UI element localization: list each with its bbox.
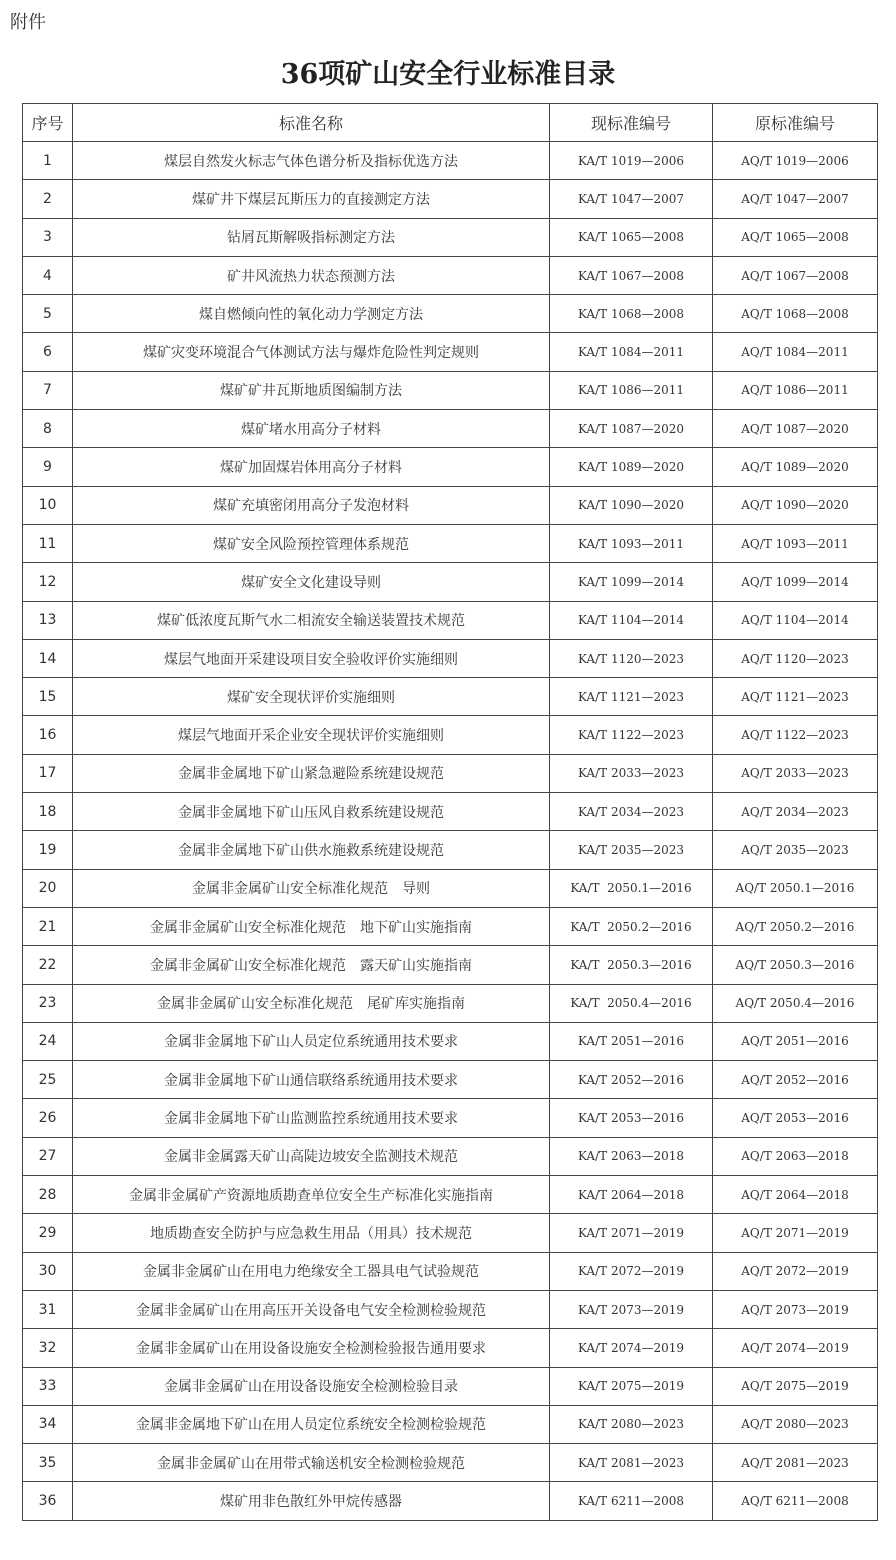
cell-standard-name: 金属非金属矿山在用电力绝缘安全工器具电气试验规范 bbox=[73, 1252, 550, 1290]
cell-original-code: AQ/T 2075—2019 bbox=[713, 1367, 878, 1405]
cell-standard-name: 煤矿堵水用高分子材料 bbox=[73, 410, 550, 448]
cell-original-code: AQ/T 2050.1—2016 bbox=[713, 869, 878, 907]
cell-current-code: KA/T 2074—2019 bbox=[550, 1329, 713, 1367]
cell-original-code: AQ/T 2074—2019 bbox=[713, 1329, 878, 1367]
cell-current-code: KA/T 2035—2023 bbox=[550, 831, 713, 869]
cell-standard-name: 煤层气地面开采企业安全现状评价实施细则 bbox=[73, 716, 550, 754]
cell-current-code: KA/T 1086—2011 bbox=[550, 371, 713, 409]
header-serial: 序号 bbox=[23, 104, 73, 142]
table-row bbox=[23, 1444, 878, 1482]
cell-serial: 3 bbox=[23, 218, 73, 256]
cell-serial: 36 bbox=[23, 1482, 73, 1520]
table-row bbox=[23, 410, 878, 448]
cell-standard-name: 金属非金属地下矿山压风自救系统建设规范 bbox=[73, 793, 550, 831]
table-row bbox=[23, 1367, 878, 1405]
cell-original-code: AQ/T 1120—2023 bbox=[713, 639, 878, 677]
cell-current-code: KA/T 2034—2023 bbox=[550, 793, 713, 831]
table-row bbox=[23, 1022, 878, 1060]
cell-standard-name: 矿井风流热力状态预测方法 bbox=[73, 256, 550, 294]
table-row bbox=[23, 180, 878, 218]
cell-original-code: AQ/T 1121—2023 bbox=[713, 678, 878, 716]
table-row bbox=[23, 1329, 878, 1367]
cell-serial: 30 bbox=[23, 1252, 73, 1290]
cell-current-code: KA/T 1120—2023 bbox=[550, 639, 713, 677]
table-row bbox=[23, 256, 878, 294]
table-row bbox=[23, 524, 878, 562]
cell-current-code: KA/T 2051—2016 bbox=[550, 1022, 713, 1060]
cell-serial: 28 bbox=[23, 1176, 73, 1214]
cell-original-code: AQ/T 1086—2011 bbox=[713, 371, 878, 409]
table-row bbox=[23, 1099, 878, 1137]
cell-current-code: KA/T 1090—2020 bbox=[550, 486, 713, 524]
cell-standard-name: 金属非金属地下矿山在用人员定位系统安全检测检验规范 bbox=[73, 1405, 550, 1443]
cell-standard-name: 煤层自然发火标志气体色谱分析及指标优选方法 bbox=[73, 142, 550, 180]
page-title: 36项矿山安全行业标准目录 bbox=[280, 59, 616, 90]
cell-serial: 11 bbox=[23, 524, 73, 562]
cell-serial: 32 bbox=[23, 1329, 73, 1367]
table-header-row bbox=[23, 104, 878, 142]
table-row bbox=[23, 1290, 878, 1328]
standards-table bbox=[22, 103, 878, 1521]
cell-current-code: KA/T 2033—2023 bbox=[550, 754, 713, 792]
cell-serial: 5 bbox=[23, 295, 73, 333]
cell-standard-name: 金属非金属矿山安全标准化规范 导则 bbox=[73, 869, 550, 907]
cell-current-code: KA/T 2063—2018 bbox=[550, 1137, 713, 1175]
cell-current-code: KA/T 1084—2011 bbox=[550, 333, 713, 371]
table-row bbox=[23, 371, 878, 409]
cell-standard-name: 金属非金属地下矿山供水施救系统建设规范 bbox=[73, 831, 550, 869]
cell-serial: 14 bbox=[23, 639, 73, 677]
table-row bbox=[23, 793, 878, 831]
cell-standard-name: 煤矿安全风险预控管理体系规范 bbox=[73, 524, 550, 562]
cell-serial: 29 bbox=[23, 1214, 73, 1252]
cell-standard-name: 煤矿灾变环境混合气体测试方法与爆炸危险性判定规则 bbox=[73, 333, 550, 371]
table-row bbox=[23, 1482, 878, 1520]
cell-serial: 18 bbox=[23, 793, 73, 831]
cell-original-code: AQ/T 2050.2—2016 bbox=[713, 907, 878, 945]
cell-original-code: AQ/T 2053—2016 bbox=[713, 1099, 878, 1137]
cell-standard-name: 金属非金属矿山安全标准化规范 地下矿山实施指南 bbox=[73, 907, 550, 945]
cell-standard-name: 金属非金属矿山安全标准化规范 尾矿库实施指南 bbox=[73, 984, 550, 1022]
cell-standard-name: 煤自燃倾向性的氧化动力学测定方法 bbox=[73, 295, 550, 333]
cell-standard-name: 煤矿低浓度瓦斯气水二相流安全输送装置技术规范 bbox=[73, 601, 550, 639]
cell-standard-name: 金属非金属矿山在用设备设施安全检测检验报告通用要求 bbox=[73, 1329, 550, 1367]
table-row bbox=[23, 984, 878, 1022]
cell-original-code: AQ/T 2035—2023 bbox=[713, 831, 878, 869]
cell-original-code: AQ/T 2080—2023 bbox=[713, 1405, 878, 1443]
cell-standard-name: 煤矿矿井瓦斯地质图编制方法 bbox=[73, 371, 550, 409]
table-row bbox=[23, 486, 878, 524]
cell-current-code: KA/T 1104—2014 bbox=[550, 601, 713, 639]
cell-current-code: KA/T 1065—2008 bbox=[550, 218, 713, 256]
cell-current-code: KA/T 2052—2016 bbox=[550, 1061, 713, 1099]
cell-original-code: AQ/T 6211—2008 bbox=[713, 1482, 878, 1520]
cell-original-code: AQ/T 2052—2016 bbox=[713, 1061, 878, 1099]
cell-current-code: KA/T 2050.2—2016 bbox=[550, 907, 713, 945]
cell-serial: 25 bbox=[23, 1061, 73, 1099]
cell-original-code: AQ/T 2034—2023 bbox=[713, 793, 878, 831]
table-row bbox=[23, 1061, 878, 1099]
cell-serial: 24 bbox=[23, 1022, 73, 1060]
cell-serial: 20 bbox=[23, 869, 73, 907]
cell-original-code: AQ/T 1067—2008 bbox=[713, 256, 878, 294]
cell-original-code: AQ/T 1087—2020 bbox=[713, 410, 878, 448]
cell-serial: 19 bbox=[23, 831, 73, 869]
cell-standard-name: 钻屑瓦斯解吸指标测定方法 bbox=[73, 218, 550, 256]
table-row bbox=[23, 907, 878, 945]
table-row bbox=[23, 1137, 878, 1175]
cell-original-code: AQ/T 1089—2020 bbox=[713, 448, 878, 486]
table-row bbox=[23, 142, 878, 180]
cell-current-code: KA/T 2064—2018 bbox=[550, 1176, 713, 1214]
cell-standard-name: 煤层气地面开采建设项目安全验收评价实施细则 bbox=[73, 639, 550, 677]
table-row bbox=[23, 218, 878, 256]
header-standard-name: 标准名称 bbox=[73, 104, 550, 142]
cell-serial: 31 bbox=[23, 1290, 73, 1328]
table-row bbox=[23, 295, 878, 333]
cell-standard-name: 金属非金属露天矿山高陡边坡安全监测技术规范 bbox=[73, 1137, 550, 1175]
cell-serial: 4 bbox=[23, 256, 73, 294]
cell-standard-name: 煤矿安全文化建设导则 bbox=[73, 563, 550, 601]
cell-current-code: KA/T 2075—2019 bbox=[550, 1367, 713, 1405]
cell-original-code: AQ/T 1122—2023 bbox=[713, 716, 878, 754]
cell-current-code: KA/T 1089—2020 bbox=[550, 448, 713, 486]
cell-original-code: AQ/T 1065—2008 bbox=[713, 218, 878, 256]
cell-current-code: KA/T 6211—2008 bbox=[550, 1482, 713, 1520]
cell-standard-name: 金属非金属地下矿山监测监控系统通用技术要求 bbox=[73, 1099, 550, 1137]
cell-original-code: AQ/T 2071—2019 bbox=[713, 1214, 878, 1252]
cell-current-code: KA/T 1093—2011 bbox=[550, 524, 713, 562]
cell-serial: 12 bbox=[23, 563, 73, 601]
cell-standard-name: 煤矿充填密闭用高分子发泡材料 bbox=[73, 486, 550, 524]
cell-original-code: AQ/T 2081—2023 bbox=[713, 1444, 878, 1482]
cell-original-code: AQ/T 1090—2020 bbox=[713, 486, 878, 524]
cell-current-code: KA/T 2050.4—2016 bbox=[550, 984, 713, 1022]
cell-current-code: KA/T 1067—2008 bbox=[550, 256, 713, 294]
cell-standard-name: 煤矿井下煤层瓦斯压力的直接测定方法 bbox=[73, 180, 550, 218]
cell-serial: 6 bbox=[23, 333, 73, 371]
cell-original-code: AQ/T 2050.4—2016 bbox=[713, 984, 878, 1022]
cell-current-code: KA/T 1068—2008 bbox=[550, 295, 713, 333]
cell-current-code: KA/T 2073—2019 bbox=[550, 1290, 713, 1328]
cell-original-code: AQ/T 2073—2019 bbox=[713, 1290, 878, 1328]
cell-standard-name: 金属非金属矿山在用高压开关设备电气安全检测检验规范 bbox=[73, 1290, 550, 1328]
cell-original-code: AQ/T 1104—2014 bbox=[713, 601, 878, 639]
cell-standard-name: 金属非金属矿山在用带式输送机安全检测检验规范 bbox=[73, 1444, 550, 1482]
header-original-code: 原标准编号 bbox=[713, 104, 878, 142]
cell-standard-name: 地质勘查安全防护与应急救生用品（用具）技术规范 bbox=[73, 1214, 550, 1252]
cell-serial: 15 bbox=[23, 678, 73, 716]
cell-current-code: KA/T 1122—2023 bbox=[550, 716, 713, 754]
cell-current-code: KA/T 1047—2007 bbox=[550, 180, 713, 218]
cell-standard-name: 金属非金属地下矿山通信联络系统通用技术要求 bbox=[73, 1061, 550, 1099]
cell-standard-name: 煤矿用非色散红外甲烷传感器 bbox=[73, 1482, 550, 1520]
cell-original-code: AQ/T 1084—2011 bbox=[713, 333, 878, 371]
cell-current-code: KA/T 2050.1—2016 bbox=[550, 869, 713, 907]
table-row bbox=[23, 1405, 878, 1443]
table-row bbox=[23, 1176, 878, 1214]
cell-original-code: AQ/T 1099—2014 bbox=[713, 563, 878, 601]
cell-current-code: KA/T 2050.3—2016 bbox=[550, 946, 713, 984]
cell-original-code: AQ/T 1093—2011 bbox=[713, 524, 878, 562]
cell-serial: 27 bbox=[23, 1137, 73, 1175]
table-row bbox=[23, 601, 878, 639]
cell-serial: 21 bbox=[23, 907, 73, 945]
cell-serial: 34 bbox=[23, 1405, 73, 1443]
table-row bbox=[23, 448, 878, 486]
cell-standard-name: 煤矿安全现状评价实施细则 bbox=[73, 678, 550, 716]
cell-serial: 35 bbox=[23, 1444, 73, 1482]
cell-serial: 8 bbox=[23, 410, 73, 448]
cell-current-code: KA/T 1121—2023 bbox=[550, 678, 713, 716]
cell-current-code: KA/T 2072—2019 bbox=[550, 1252, 713, 1290]
cell-serial: 26 bbox=[23, 1099, 73, 1137]
cell-standard-name: 金属非金属地下矿山紧急避险系统建设规范 bbox=[73, 754, 550, 792]
attachment-label: 附件 bbox=[10, 12, 46, 33]
cell-current-code: KA/T 1019—2006 bbox=[550, 142, 713, 180]
cell-standard-name: 金属非金属矿山安全标准化规范 露天矿山实施指南 bbox=[73, 946, 550, 984]
cell-serial: 9 bbox=[23, 448, 73, 486]
cell-serial: 23 bbox=[23, 984, 73, 1022]
table-row bbox=[23, 678, 878, 716]
cell-current-code: KA/T 2053—2016 bbox=[550, 1099, 713, 1137]
table-row bbox=[23, 639, 878, 677]
header-current-code: 现标准编号 bbox=[550, 104, 713, 142]
cell-serial: 13 bbox=[23, 601, 73, 639]
cell-original-code: AQ/T 1068—2008 bbox=[713, 295, 878, 333]
cell-standard-name: 金属非金属地下矿山人员定位系统通用技术要求 bbox=[73, 1022, 550, 1060]
cell-original-code: AQ/T 2072—2019 bbox=[713, 1252, 878, 1290]
cell-original-code: AQ/T 1047—2007 bbox=[713, 180, 878, 218]
cell-serial: 7 bbox=[23, 371, 73, 409]
table-row bbox=[23, 754, 878, 792]
cell-standard-name: 金属非金属矿产资源地质勘查单位安全生产标准化实施指南 bbox=[73, 1176, 550, 1214]
cell-original-code: AQ/T 2064—2018 bbox=[713, 1176, 878, 1214]
cell-serial: 2 bbox=[23, 180, 73, 218]
table-row bbox=[23, 563, 878, 601]
cell-current-code: KA/T 1099—2014 bbox=[550, 563, 713, 601]
table-row bbox=[23, 831, 878, 869]
cell-original-code: AQ/T 2050.3—2016 bbox=[713, 946, 878, 984]
table-row bbox=[23, 1252, 878, 1290]
cell-serial: 33 bbox=[23, 1367, 73, 1405]
cell-original-code: AQ/T 2063—2018 bbox=[713, 1137, 878, 1175]
cell-standard-name: 煤矿加固煤岩体用高分子材料 bbox=[73, 448, 550, 486]
cell-serial: 22 bbox=[23, 946, 73, 984]
cell-serial: 10 bbox=[23, 486, 73, 524]
table-row bbox=[23, 869, 878, 907]
cell-current-code: KA/T 2080—2023 bbox=[550, 1405, 713, 1443]
table-row bbox=[23, 333, 878, 371]
table-row bbox=[23, 716, 878, 754]
table-row bbox=[23, 1214, 878, 1252]
cell-current-code: KA/T 2071—2019 bbox=[550, 1214, 713, 1252]
cell-serial: 16 bbox=[23, 716, 73, 754]
cell-current-code: KA/T 1087—2020 bbox=[550, 410, 713, 448]
cell-original-code: AQ/T 2033—2023 bbox=[713, 754, 878, 792]
cell-original-code: AQ/T 2051—2016 bbox=[713, 1022, 878, 1060]
cell-serial: 17 bbox=[23, 754, 73, 792]
cell-current-code: KA/T 2081—2023 bbox=[550, 1444, 713, 1482]
cell-original-code: AQ/T 1019—2006 bbox=[713, 142, 878, 180]
table-row bbox=[23, 946, 878, 984]
cell-standard-name: 金属非金属矿山在用设备设施安全检测检验目录 bbox=[73, 1367, 550, 1405]
cell-serial: 1 bbox=[23, 142, 73, 180]
